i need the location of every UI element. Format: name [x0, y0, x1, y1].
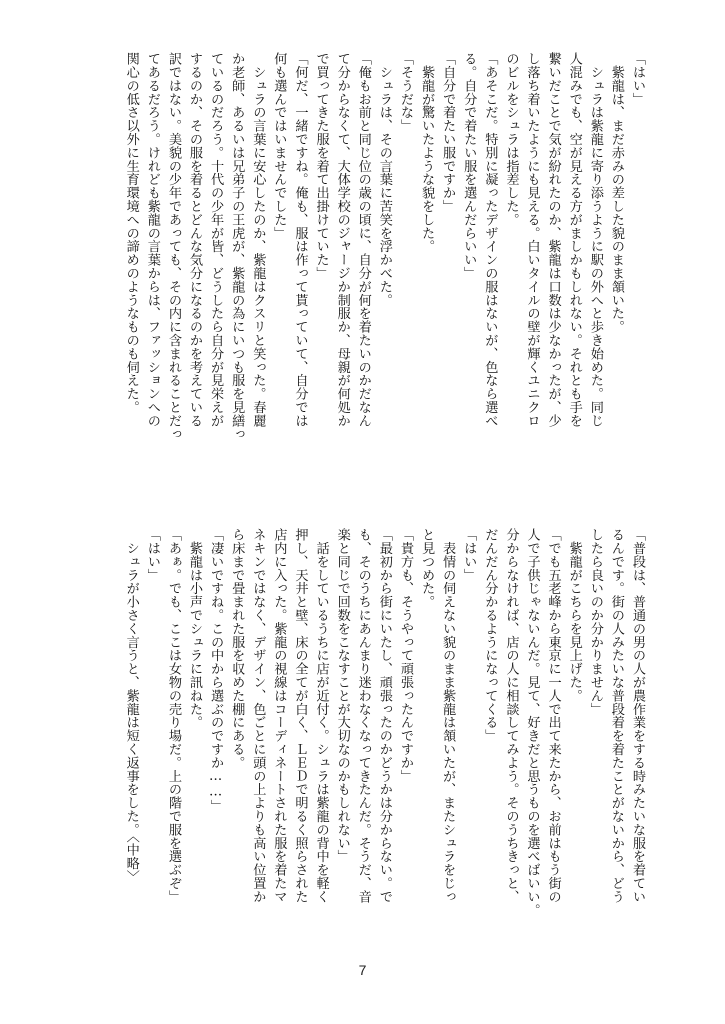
text-line: 紫龍は小声でシュラに訊ねた。 — [187, 528, 203, 729]
text-line: のビルをシュラは指差した。 — [503, 52, 519, 227]
text-line: シュラは、その言葉に苦笑を浮かべた。 — [376, 52, 392, 307]
text-line: 「自分で着たい服ですか」 — [440, 52, 456, 213]
text-line: 「最初から街にいたし、頑張ったのかどうかは分からない。で — [376, 528, 392, 904]
text-line: 話をしているうちに店が近付く。シュラは紫龍の背中を軽く — [313, 528, 329, 904]
text-line: 楽と同じで回数をこなすことが大切なのかもしれない」 — [334, 528, 350, 863]
text-line: 表情の伺えない貌のまま紫龍は頷いたが、またシュラをじっ — [440, 528, 456, 904]
text-line: ネキンではなく、デザイン、色ごとに頭の上よりも高い位置か — [250, 528, 266, 904]
text-line: 「貴方も、そうやって頑張ったんですか」 — [397, 528, 413, 783]
text-line: 関心の低さ以外に生育環境への諦めのようなものも伺えた。 — [123, 52, 139, 414]
text-line: 「何だ、一緒ですね。俺も、服は作って貰っていて、自分では — [292, 52, 308, 428]
text-line: シュラは紫龍に寄り添うように駅の外へと歩き始めた。同じ — [587, 52, 603, 428]
text-line: 「はい」 — [630, 52, 645, 106]
text-line: 何も選んではいませんでした」 — [271, 52, 287, 240]
text-line: ているのだろう。十代の少年が皆、どうしたら自分が見栄えが — [208, 52, 224, 428]
text-line: 「あそこだ。特別に凝ったデザインの服はないが、色なら選べ — [482, 52, 498, 428]
text-line: てあるだろう。けれども紫龍の言葉からは、ファッションへの — [144, 52, 160, 428]
text-line: る。自分で着たい服を選んだらいい」 — [461, 52, 477, 280]
text-line: 繋いだことで気が紛れたのか、紫龍は口数は少なかったが、少 — [545, 52, 561, 428]
text-line: 人で子供じゃないんだ。見て、好きだと思うものを選べばいい。 — [524, 528, 540, 917]
text-line: ら床まで畳まれた服を収めた棚にある。 — [229, 528, 245, 770]
text-line: 「でも五老峰から東京に一人で出て来たから、お前はもう街の — [545, 528, 561, 904]
text-line: 「はい」 — [461, 528, 477, 582]
upper-text-block — [70, 52, 648, 502]
text-line: 「あぁ。でも、ここは女物の売り場だ。上の階で服を選ぶぞ」 — [165, 528, 181, 904]
text-line: シュラが小さく言うと、紫龍は短く返事をした。〈中略〉 — [123, 528, 139, 884]
text-line: 押し、天井と壁、床の全てが白く、ＬＥＤで明るく照らされた — [292, 528, 308, 904]
text-line: 紫龍は、まだ赤みの差した貌のまま頷いた。 — [608, 52, 624, 334]
text-line: するのか、その服を着るとどんな気分になるのかを考えている — [187, 52, 203, 428]
text-line: 「俺もお前と同じ位の歳の頃に、自分が何を着たいのかだなん — [355, 52, 371, 428]
text-line: 「そうだな」 — [397, 52, 413, 133]
text-line: 訳ではない。美貌の少年であっても、その内に含まれることだっ — [165, 52, 181, 441]
text-line: 「はい」 — [144, 528, 160, 582]
text-line: シュラの言葉に安心したのか、紫龍はクスリと笑った。春麗 — [250, 52, 266, 428]
text-line: と見つめた。 — [419, 528, 435, 609]
text-line: も、そのうちにあんまり迷わなくなってきたんだ。そうだ、音 — [355, 528, 371, 904]
text-line: か老師、あるいは兄弟子の王虎が、紫龍の為にいつも服を見繕っ — [229, 52, 245, 441]
text-line: 人混みでも、空が見える方がましかもしれない。それとも手を — [566, 52, 582, 428]
lower-text-block — [58, 528, 648, 948]
text-line: 分からなければ、店の人に相談してみよう。そのうちきっと、 — [503, 528, 519, 904]
text-line: したら良いのか分かりません」 — [587, 528, 603, 716]
text-line: るんです。街の人みたいな普段着を着たことがないから、どう — [608, 528, 624, 904]
text-line: 「凄いですね。この中から選ぶのですか……」 — [208, 528, 224, 813]
text-line: し落ち着いたようにも見える。白いタイルの壁が輝くユニクロ — [524, 52, 540, 428]
page-number: 7 — [358, 962, 367, 978]
text-line: て分からなくて、大体学校のジャージか制服か、母親が何処か — [334, 52, 350, 428]
text-line: 紫龍が驚いたような貌をした。 — [419, 52, 435, 253]
text-line: で買ってきた服を着て出掛けていた」 — [313, 52, 329, 280]
text-line: だんだん分かるようになってくる」 — [482, 528, 498, 743]
text-line: 店内に入った。紫龍の視線はコーディネートされた服を着たマ — [271, 528, 287, 904]
text-line: 「普段は、普通の男の人が農作業をする時みたいな服を着てい — [630, 528, 645, 904]
text-line: 紫龍がこちらを見上げた。 — [566, 528, 582, 703]
